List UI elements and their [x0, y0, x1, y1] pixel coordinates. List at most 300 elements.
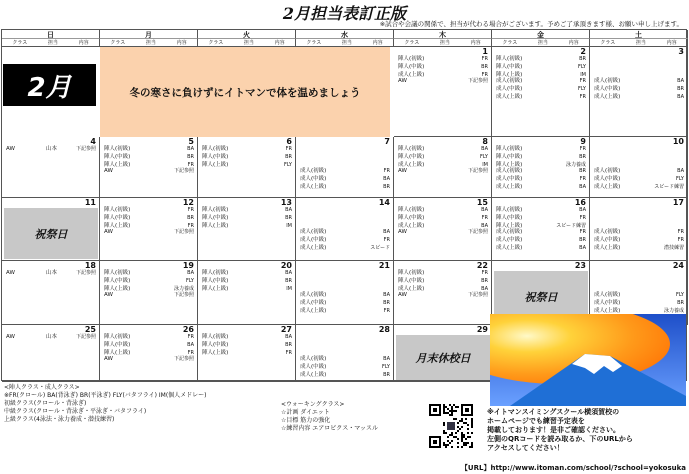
schedule-entry — [100, 355, 197, 363]
class-name: 成人(中級) — [496, 237, 523, 243]
disclaimer-note: ※試合や会議の関係で、担当が代わる場合がございます。予めご了承頂きます様、お願い申し上げます。 — [379, 20, 683, 28]
class-name: AW — [398, 292, 407, 298]
column-subheaders — [2, 39, 100, 47]
lesson-content: 下記参照 — [75, 270, 96, 276]
lesson-content: BR — [285, 215, 292, 221]
schedule-entry — [100, 167, 197, 175]
class-name: AW — [6, 334, 15, 340]
lesson-content: BA — [579, 245, 586, 251]
schedule-entry — [492, 175, 589, 183]
day-number: 2 — [580, 47, 586, 56]
schedule-entry — [296, 299, 393, 307]
schedule-entry — [2, 145, 99, 153]
schedule-entry — [198, 333, 295, 341]
schedule-entry — [100, 206, 197, 214]
day-number: 1 — [482, 47, 488, 56]
class-name: 陣人(上級) — [104, 286, 131, 292]
schedule-entry — [100, 277, 197, 285]
lesson-content: FR — [579, 176, 586, 182]
class-name: 陣人(上級) — [202, 223, 229, 229]
day-number: 18 — [84, 261, 96, 270]
schedule-entry — [590, 183, 687, 191]
lesson-content: FR — [187, 223, 194, 229]
schedule-entry — [590, 244, 687, 252]
schedule-entry — [198, 277, 295, 285]
class-name: 成人(初級) — [300, 229, 327, 235]
schedule-entry — [2, 333, 99, 341]
lesson-content: BA — [383, 356, 390, 362]
class-name: 成人(中級) — [496, 86, 523, 92]
column-subheaders — [296, 39, 394, 47]
schedule-entry — [394, 55, 491, 63]
subheader-label: クラス — [208, 40, 224, 46]
lesson-content: IM — [580, 72, 586, 78]
legend-walking — [281, 401, 378, 433]
subheader-label: 内容 — [568, 40, 579, 46]
weekday-header: 土 — [590, 30, 688, 39]
day-cell — [198, 325, 296, 382]
schedule-entry — [296, 307, 393, 315]
class-name: 陣人(上級) — [104, 350, 131, 356]
class-name: 成人(上級) — [594, 308, 621, 314]
class-name: 陣人(中級) — [398, 64, 425, 70]
class-name: 成人(初級) — [496, 229, 523, 235]
legend-swim — [4, 384, 207, 424]
class-name: 陣人(初級) — [496, 56, 523, 62]
text-line: ☆計画 ダイエット — [281, 409, 330, 416]
lesson-content: FR — [383, 308, 390, 314]
class-name: 陣人(中級) — [398, 215, 425, 221]
schedule-entry — [198, 206, 295, 214]
day-number: 28 — [378, 325, 390, 334]
lesson-content: BA — [187, 270, 194, 276]
schedule-entry — [394, 291, 491, 299]
class-name: 成人(中級) — [594, 176, 621, 182]
day-number: 3 — [678, 47, 684, 56]
schedule-entry — [492, 93, 589, 101]
class-name: 陣人(上級) — [202, 162, 229, 168]
schedule-entry — [100, 214, 197, 222]
schedule-entry — [198, 161, 295, 169]
subheader-label: 内容 — [78, 40, 89, 46]
day-cell — [394, 198, 492, 261]
subheader-label: 内容 — [372, 40, 383, 46]
schedule-entry — [492, 183, 589, 191]
lesson-content: FLY — [675, 176, 684, 182]
text-line: ※FR(クロール) BA(背泳ぎ) BR(平泳ぎ) FLY(バタフライ) IM(個人メドレー) — [4, 392, 207, 399]
lesson-content: BA — [481, 286, 488, 292]
schedule-entry — [492, 236, 589, 244]
schedule-entry — [296, 371, 393, 379]
lesson-content: BA — [677, 78, 684, 84]
class-name: 陣人(中級) — [398, 278, 425, 284]
subheader-label: クラス — [404, 40, 420, 46]
lesson-content: BA — [677, 168, 684, 174]
lesson-content: BR — [677, 300, 684, 306]
day-cell — [100, 137, 198, 198]
lesson-content: BR — [383, 372, 390, 378]
column-subheaders — [394, 39, 492, 47]
class-name: 陣人(上級) — [496, 72, 523, 78]
month-label: 2月 — [3, 64, 96, 106]
lesson-content: FR — [383, 168, 390, 174]
class-name: 成人(初級) — [300, 168, 327, 174]
class-name: 成人(中級) — [594, 86, 621, 92]
lesson-content: スピード — [370, 245, 390, 251]
class-name: 成人(初級) — [300, 292, 327, 298]
schedule-entry — [296, 167, 393, 175]
day-number: 14 — [378, 198, 390, 207]
day-number: 22 — [476, 261, 488, 270]
lesson-content: 下記参照 — [173, 292, 194, 298]
lesson-content: 下記参照 — [173, 168, 194, 174]
subheader-label: 内容 — [470, 40, 481, 46]
class-name: 成人(中級) — [300, 364, 327, 370]
schedule-entry — [492, 85, 589, 93]
day-number: 27 — [280, 325, 292, 334]
day-cell — [394, 137, 492, 198]
lesson-content: BR — [481, 278, 488, 284]
schedule-entry — [394, 167, 491, 175]
lesson-content: FLY — [381, 364, 390, 370]
lesson-content: 下記参照 — [467, 229, 488, 235]
day-number: 13 — [280, 198, 292, 207]
class-name: 陣人(初級) — [398, 207, 425, 213]
lesson-content: BR — [383, 300, 390, 306]
lesson-content: FR — [481, 72, 488, 78]
schedule-entry — [100, 269, 197, 277]
schedule-entry — [296, 183, 393, 191]
subheader-label: クラス — [600, 40, 616, 46]
lesson-content: FR — [677, 229, 684, 235]
weekday-header: 金 — [492, 30, 590, 39]
class-name: 陣人(中級) — [104, 342, 131, 348]
lesson-content: BA — [285, 207, 292, 213]
lesson-content: BR — [579, 237, 586, 243]
lesson-content: BA — [383, 229, 390, 235]
schedule-entry — [394, 63, 491, 71]
schedule-entry — [198, 285, 295, 293]
day-number: 16 — [574, 198, 586, 207]
subheader-label: 担当 — [341, 40, 352, 46]
lesson-content: FLY — [479, 154, 488, 160]
class-name: 成人(上級) — [496, 245, 523, 251]
schedule-entry — [296, 291, 393, 299]
schedule-entry — [198, 349, 295, 357]
lesson-content: 下記参照 — [467, 292, 488, 298]
class-name: 陣人(初級) — [202, 270, 229, 276]
class-name: 陣人(中級) — [202, 154, 229, 160]
instructor-name: 山本 — [46, 146, 58, 152]
weekday-header: 木 — [394, 30, 492, 39]
schedule-entry — [590, 175, 687, 183]
lesson-content: FR — [187, 334, 194, 340]
day-number: 26 — [182, 325, 194, 334]
lesson-content: FR — [285, 146, 292, 152]
class-name: 陣人(中級) — [202, 342, 229, 348]
day-cell — [492, 198, 590, 261]
day-number: 24 — [672, 261, 684, 270]
schedule-entry — [590, 228, 687, 236]
lesson-content: FR — [481, 56, 488, 62]
calendar-grid — [1, 29, 687, 381]
class-name: 陣人(上級) — [104, 162, 131, 168]
day-number: 25 — [84, 325, 96, 334]
class-name: 陣人(中級) — [398, 154, 425, 160]
text-line: ホームページでも練習予定表を — [487, 417, 585, 425]
class-name: 成人(上級) — [496, 94, 523, 100]
subheader-label: 担当 — [145, 40, 156, 46]
schedule-entry — [590, 93, 687, 101]
class-name: 成人(初級) — [594, 292, 621, 298]
lesson-content: 下記参照 — [467, 78, 488, 84]
class-name: 陣人(中級) — [202, 278, 229, 284]
schedule-entry — [492, 167, 589, 175]
day-cell — [2, 325, 100, 382]
class-name: 陣人(上級) — [202, 350, 229, 356]
day-number: 6 — [286, 137, 292, 146]
lesson-content: FR — [481, 215, 488, 221]
day-number: 15 — [476, 198, 488, 207]
day-cell — [100, 261, 198, 325]
lesson-content: BR — [285, 154, 292, 160]
day-number: 4 — [90, 137, 96, 146]
class-name: 陣人(初級) — [104, 146, 131, 152]
lesson-content: FR — [481, 270, 488, 276]
lesson-content: BA — [481, 207, 488, 213]
subheader-label: 担当 — [439, 40, 450, 46]
holiday-label: 祝祭日 — [4, 208, 98, 259]
lesson-content: BR — [481, 64, 488, 70]
class-name: 陣人(中級) — [202, 215, 229, 221]
page-title: 2月担当表訂正版 — [282, 4, 407, 23]
column-subheaders — [100, 39, 198, 47]
lesson-content: BA — [579, 184, 586, 190]
subheader-label: クラス — [502, 40, 518, 46]
day-cell — [590, 198, 688, 261]
column-subheaders — [492, 39, 590, 47]
class-name: AW — [6, 146, 15, 152]
day-number: 21 — [378, 261, 390, 270]
lesson-content: BR — [285, 342, 292, 348]
day-cell — [198, 137, 296, 198]
schedule-entry — [492, 206, 589, 214]
class-name: 成人(初級) — [594, 168, 621, 174]
weekday-header: 月 — [100, 30, 198, 39]
lesson-content: BA — [187, 146, 194, 152]
lesson-content: 下記参照 — [467, 168, 488, 174]
schedule-entry — [100, 341, 197, 349]
schedule-entry — [492, 77, 589, 85]
lesson-content: BA — [677, 94, 684, 100]
lesson-content: BA — [285, 334, 292, 340]
class-name: 陣人(初級) — [398, 146, 425, 152]
subheader-label: クラス — [110, 40, 126, 46]
class-name: 成人(中級) — [300, 237, 327, 243]
day-number: 9 — [580, 137, 586, 146]
lesson-content: FR — [579, 146, 586, 152]
schedule-entry — [100, 333, 197, 341]
day-number: 17 — [672, 198, 684, 207]
lesson-content: スピード練習 — [556, 223, 586, 229]
schedule-entry — [590, 299, 687, 307]
class-name: 成人(初級) — [496, 168, 523, 174]
lesson-content: BR — [579, 154, 586, 160]
class-name: 成人(中級) — [496, 176, 523, 182]
class-name: 成人(上級) — [594, 245, 621, 251]
class-name: 陣人(上級) — [202, 286, 229, 292]
day-cell — [394, 47, 492, 137]
day-cell — [296, 261, 394, 325]
weekday-header: 火 — [198, 30, 296, 39]
day-cell — [198, 198, 296, 261]
text-line: ※イトマンスイミングスクール横須賀校の — [487, 408, 620, 416]
class-name: 陣人(中級) — [104, 215, 131, 221]
weekday-header: 水 — [296, 30, 394, 39]
day-cell — [2, 261, 100, 325]
lesson-content: FR — [187, 207, 194, 213]
schedule-entry — [100, 291, 197, 299]
lesson-content: FR — [579, 94, 586, 100]
lesson-content: 下記参照 — [75, 334, 96, 340]
text-line: 掲載しております！是非ご確認ください。 — [487, 426, 620, 434]
day-cell — [100, 325, 198, 382]
class-name: AW — [104, 168, 113, 174]
class-name: 成人(上級) — [398, 286, 425, 292]
schedule-entry — [590, 291, 687, 299]
schedule-entry — [590, 236, 687, 244]
class-name: 成人(上級) — [300, 184, 327, 190]
class-name: 成人(上級) — [398, 162, 425, 168]
class-name: 成人(中級) — [594, 300, 621, 306]
lesson-content: BR — [285, 278, 292, 284]
lesson-content: BR — [579, 56, 586, 62]
school-url[interactable]: 【URL】http://www.itoman.com/school/?school=yokosuka — [460, 464, 686, 472]
class-name: AW — [104, 292, 113, 298]
lesson-content: IM — [286, 286, 292, 292]
column-subheaders — [198, 39, 296, 47]
class-name: 成人(中級) — [300, 300, 327, 306]
qr-code-icon — [427, 402, 475, 450]
schedule-entry — [492, 228, 589, 236]
lesson-content: FR — [187, 162, 194, 168]
day-cell — [492, 137, 590, 198]
holiday-label: 月末休校日 — [396, 335, 490, 380]
schedule-entry — [100, 145, 197, 153]
text-line: 上級クラス(4泳法・泳力養成・潜技練習) — [4, 416, 115, 423]
instructor-name: 山本 — [46, 334, 58, 340]
class-name: 陣人(中級) — [496, 154, 523, 160]
class-name: 成人(初級) — [300, 356, 327, 362]
text-line: 初級クラス(クロール・背泳ぎ) — [4, 400, 87, 407]
text-line: 中級クラス(クロール・背泳ぎ・平泳ぎ・バタフライ) — [4, 408, 147, 415]
day-number: 20 — [280, 261, 292, 270]
class-name: 成人(上級) — [300, 245, 327, 251]
text-line: <ウォーキングクラス> — [281, 401, 345, 408]
day-cell — [296, 198, 394, 261]
class-name: 成人(初級) — [496, 78, 523, 84]
subheader-label: 内容 — [274, 40, 285, 46]
schedule-entry — [100, 228, 197, 236]
schedule-entry — [296, 363, 393, 371]
subheader-label: クラス — [12, 40, 28, 46]
class-name: 陣人(中級) — [104, 278, 131, 284]
class-name: 陣人(初級) — [104, 334, 131, 340]
day-cell — [100, 198, 198, 261]
lesson-content: FLY — [577, 64, 586, 70]
text-line: ☆目標 筋力の強化 — [281, 417, 331, 424]
lesson-content: BR — [383, 184, 390, 190]
lesson-content: BA — [481, 223, 488, 229]
schedule-entry — [394, 269, 491, 277]
schedule-entry — [492, 63, 589, 71]
lesson-content: FLY — [283, 162, 292, 168]
class-name: AW — [398, 78, 407, 84]
class-name: AW — [398, 229, 407, 235]
schedule-entry — [394, 77, 491, 85]
schedule-entry — [198, 145, 295, 153]
schedule-entry — [198, 341, 295, 349]
lesson-content: FR — [579, 215, 586, 221]
class-name: 成人(上級) — [594, 184, 621, 190]
class-name: 陣人(中級) — [496, 64, 523, 70]
class-name: 陣人(初級) — [202, 146, 229, 152]
class-name: 陣人(上級) — [496, 223, 523, 229]
schedule-entry — [394, 277, 491, 285]
text-line: アクセスしてください！ — [487, 444, 564, 452]
lesson-content: FR — [677, 237, 684, 243]
banner-message: 冬の寒さに負けずにイトマンで体を温めましょう — [100, 47, 390, 137]
schedule-entry — [2, 269, 99, 277]
lesson-content: FR — [579, 78, 586, 84]
lesson-content: BA — [481, 146, 488, 152]
class-name: 成人(上級) — [594, 94, 621, 100]
class-name: 成人(初級) — [594, 78, 621, 84]
lesson-content: 下記参照 — [173, 356, 194, 362]
schedule-entry — [296, 175, 393, 183]
day-number: 10 — [672, 137, 684, 146]
lesson-content: FR — [383, 237, 390, 243]
lesson-content: FR — [187, 350, 194, 356]
schedule-entry — [590, 167, 687, 175]
schedule-entry — [296, 228, 393, 236]
class-name: 陣人(初級) — [496, 207, 523, 213]
day-cell — [198, 261, 296, 325]
schedule-entry — [198, 214, 295, 222]
lesson-content: BA — [285, 270, 292, 276]
day-number: 23 — [574, 261, 586, 270]
day-cell — [2, 137, 100, 198]
schedule-entry — [198, 222, 295, 230]
schedule-entry — [492, 244, 589, 252]
day-cell — [296, 325, 394, 382]
lesson-content: FR — [285, 350, 292, 356]
day-cell — [492, 47, 590, 137]
lesson-content: スピード練習 — [654, 184, 684, 190]
lesson-content: FLY — [185, 278, 194, 284]
lesson-content: FR — [579, 229, 586, 235]
class-name: AW — [398, 168, 407, 174]
schedule-entry — [394, 145, 491, 153]
schedule-entry — [492, 55, 589, 63]
subheader-label: 担当 — [635, 40, 646, 46]
schedule-entry — [590, 85, 687, 93]
schedule-entry — [394, 228, 491, 236]
class-name: 成人(中級) — [300, 176, 327, 182]
text-line: <陣人クラス・成人クラス> — [4, 384, 80, 391]
lesson-content: FLY — [675, 292, 684, 298]
day-number: 7 — [384, 137, 390, 146]
